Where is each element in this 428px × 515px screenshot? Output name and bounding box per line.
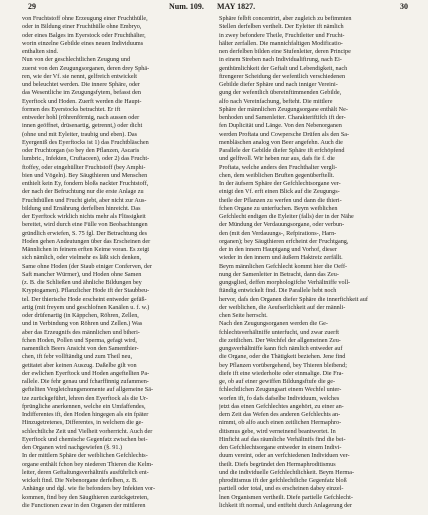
text-line: oder eines Balges im Eyerstock oder Fruchthälter, [22,31,146,39]
text-line: ftoffey, oder eingehüllter Fruchtstoff (bey Amphi- [22,163,146,171]
text-line: alfo nach Vereinfachung, befteht. Die mittlere [219,97,333,105]
text-line: den Organen wird nachgewiefen (§. 91.) [22,444,123,451]
text-line: Hinficht auf das räumliche Verhältnifs find die bei- [219,435,346,443]
text-line: der Mündung der Verdauungsorgane, oder verbun- [219,221,345,229]
text-line: gungsglied, deffen morphologifche Verhältniffe voll- [219,279,351,286]
text-line: ren, wie der Vf. sie nennt, gelfreich entwickelt [22,72,137,80]
text-line: Nun von der geschlechtlichen Zeugung und [22,56,131,64]
issue-date: MAY 1827. [217,2,256,11]
text-line: phroditismus ift der gefchlechtliche Gegenfatz bloß [219,477,347,484]
text-line: formen des Eyerstocks betrachtet. Er ift [22,105,121,113]
text-line: chen, ift febr vollftändig und zum Theil neu, [22,353,133,361]
text-line: bereitet, wird durch eine Fülle von Beobachtungen [22,221,148,229]
text-line: fchen Hoden, Pollen und Sperma, gefagt wird, [22,336,137,344]
text-line: rallele. Die fehr genau und fcharffinnig zufammen- [22,378,149,385]
text-line: worin einzelne Gebilde eines neuen Individuums [22,39,144,47]
text-line: den Gefchlechtsorgane entweder in einem Indivi- [219,444,342,451]
text-line: Anhänge und dgl. wie fie befonders bey Infekten vor- [22,485,156,493]
text-line: jetzt das einen Gefchlechtes angehört, zu einer an- [219,402,344,410]
text-line: und in Verbindung von Röhren und Zellen.) Was [22,320,143,328]
text-line: hervor, dafs den Organen diefer Sphäre die innerfichkeit auf [219,295,368,303]
text-line: duum vereint, oder an verfchiedenen Individuen ver- [219,452,350,460]
text-line: bey Pflanzen vorübergehend, bey Thieren bleibend; [219,361,347,369]
text-line: Nach den Zeugungsorganen werden die Ge- [219,320,328,328]
text-line: werden Proftata und Cowpersche Drüfen als den Sa- [219,130,350,138]
text-line: Indifferentes ift, den Hoden hingegen als ein fpäter [22,411,149,418]
issue-number: Num. 109. [169,2,204,11]
text-line: partiell oder total, und es erscheinen dabey einzel- [219,485,344,493]
text-line: Sphäre der männlichen Zeugungsorgane enthält Ne- [219,105,348,113]
text-line: (ohne und mit Eyleiter, traubig und eben). Das [22,130,138,138]
text-line: nen derfelben bilden eine Stufenleiter, deren Principe [219,48,351,55]
text-line: tze zurückgeführt, lehren den Eyerftock als die Ur- [22,394,148,402]
text-line: den (mit den Verdauungs-, Refpirations-, Harn- [219,229,337,237]
text-line: oder drüfenartig (in Käppchen, Röhren, Zellen, [22,312,139,319]
text-line: ftändig entwickelt find. Die Parallele hebt noch [219,287,337,295]
text-line: Saft mancher Würmer), und Hoden ohne Samen [22,270,142,278]
page-number-right: 30 [400,2,408,11]
text-line: gründlich erwiefen, S. 75 fgl. Der Betrachtung des [22,229,148,237]
text-line: und gelftvoll. Wir heben nur aus, dafs fie f. die [219,155,335,163]
text-line: der nach der Befruchtung nur die erste Anlage zu [22,188,144,196]
text-line: Beym männlichen Gefchlecht kommt hier die Oeff- [219,262,348,270]
text-line: fprüngliche anerkennen, welche ein Umfaffendes, [22,402,146,410]
text-line: chen Seite herrscht. [219,312,268,319]
text-line: ditismus gebe, wird verneinend beantwortet. In [219,427,336,435]
text-line: bildung und Ernährung derfelben hinreicht. Das [22,204,141,212]
text-line: fchlechtlichen Zeugungsart einem Wechfel unter- [219,386,342,394]
text-line: lichkeit ift normal, und entfteht durch Anlagerung der [219,501,352,509]
text-line: nimmt, ob alfo auch einen zeitlichen Hermaphro- [219,419,342,427]
text-line: diefe ift eine wiederholte oder einmalige. Die Fra- [219,369,344,377]
text-line: hälter zerfallen. Die mannichfaltigen Modificatio- [219,39,343,47]
text-line: in einem Streben nach Individualifirung, nach Ei- [219,56,342,64]
text-line: Eyergeniß des Eyerftocks ist 1) das Fruchtbläschen [22,138,149,146]
text-line: sich nämlich, oder vielmehr es läßt sich denken, [22,254,142,262]
text-line: enthalten sind. [22,48,59,55]
left-text-column [22,15,215,515]
text-line: organen); bey Säugthieren erfcheint der Fruchtgang, [219,237,349,245]
text-line: die zeitlichen. Der Wechfel der allgemeinen Zeu- [219,336,341,344]
text-line: und beleuchtet werden. Die innere Sphäre, oder [22,81,140,88]
text-line: bien und Vögeln). Bey Säugthieren und Menschen [22,171,148,179]
text-line: tel. Der thierische Hode erscheint entweder gefäß- [22,295,147,303]
text-line: oder in Bildung einer Fruchthülle ohne Embryo, [22,23,142,31]
text-line: innen geöffnet, drüsenartig, getrennt,) oder dicht [22,122,143,130]
text-line: der ewlichen Eyerftock und Hoden angeftellten Pa- [22,369,150,377]
text-line: der weiblichen, die Aeufserlichkeit auf der männli- [219,303,346,311]
right-text-column [219,15,409,515]
text-line: gefteliten Vergleichungsmomente auf allgemeine Sä- [22,386,154,394]
text-line: entweder hohl (röhrenförmig, nach aussen oder [22,114,140,121]
text-line: gungsverhältniffe kann fich nämlich entweder auf [219,345,343,352]
text-line: Sphäre felbft concentrirt, aber zugleich zu befimmten [219,15,352,22]
text-line: kommen, find bey den Säugthieren zurückgetreten, [22,493,149,501]
text-line: einigt den Vf. erft einen Blick auf die Zeugungs- [219,188,340,196]
text-line: Kryptogamen). Pflanzlicher Hode ift der Staubbeu- [22,287,150,295]
text-line: wickelt find. Die Nebenorgane derfelben, z. B. [22,477,138,484]
text-line: menbläschen analog von Beer angefehn. Auch die [219,138,343,146]
text-line: der in den innern Hauptgang und Vorhof, dieser [219,246,337,253]
text-line: gung der wefentlich übereinftimmenden Gebilde, [219,89,342,97]
text-line: oder Fruchtorgan (so bey den Pflanzen, Ascaris [22,147,140,154]
text-line: Fruchthüllen und Frucht giebt, aber nicht zur Aus- [22,196,147,204]
text-line: lnen Organismen vertheilt. Diefe partielle Gefchlecht- [219,493,353,501]
text-line: ge, ob auf einer gewiffen Bildungsftufe die ge- [219,378,336,385]
text-line: enthielt kein Ey, fondern bloßs nackter Fruchtstoff, [22,180,149,187]
text-line: Hinzugetretenes, Differentes, in welchem die ge- [22,419,144,427]
text-line: zuerst von den Zeugungsorganen, deren drey Sphä- [22,64,150,72]
text-line: theilt. Diefs begründet den Hermaphroditismus [219,460,336,468]
text-line: namentlich Beers Ansicht von den Samenthier- [22,345,139,352]
page-number-left: 29 [28,2,36,11]
text-line: chen, dem weiblichen Bruften gegenüberftellt. [219,171,335,179]
text-line: und die individuelle Gefchlechtlichkeit. Beym Herma- [219,468,355,476]
text-line: in zwey befondere Theile, Fruchtleiter und Frucht- [219,31,345,39]
text-line: Eyerftock und Hoden. Zuerft werden die Haupt- [22,97,142,105]
text-line: benhoden und Samenleiter. Charakteriftifch ift der- [219,114,346,121]
text-line: fen Duplicität und Länge. Von den Nebenorganen [219,122,342,130]
text-line: schlechtliche Zeit und Vielheit vorherricht. Auch der [22,427,153,435]
text-line: Stellen derfelben verthelt. Der Eyleiter ift nämlich [219,23,344,31]
text-line: die Functionen zwar in den Organen der mittleren [22,501,146,509]
text-line: die Organe, oder die Thätigkeit beziehen. Jene find [219,353,346,361]
text-line: fchen Organe zu unterfuchen. Beym weiblichen [219,204,338,212]
text-line: Same ohne Hoden (der Staub einiger Conferven, der [22,262,152,270]
text-line: ftrengerer Scheidung der wefentlich verschiedenen [219,72,346,80]
text-line: fchlechtsverhältniffe unterfucht, und zwar zuerft [219,328,339,336]
text-line: genthümlichkeit der Geftalt und Lebendigkeit, nach [219,64,348,72]
text-line: der Eyerftock wirklich nichts mehr als Flüssigkeit [22,213,146,220]
text-line: theile der Pflanzen zu werfen und dann die thieri- [219,196,342,204]
text-line: lumbric., Infekten, Cruftaceen), oder 2) das Frucht- [22,155,150,163]
text-line: In der mittlern Sphäre der weiblichen Gefchlechts- [22,452,148,460]
text-line: Proftata, welche anders den Fruchthalter vergli- [219,163,338,171]
text-line: wieder in den innern und äußern Haktreiz zerfällt. [219,254,343,262]
text-line: dern Zeit das Wefen des anderen Gefchlechts an- [219,411,341,418]
text-line: artig (mit freyem und geschlofnen Kanälen u. f. w.) [22,303,150,311]
text-line: aber das Erzeugnifs des männlichen und biheri- [22,328,140,336]
text-line: getitatet aber keinen Auszug. Daßelbe gilt von [22,361,137,369]
text-line: das Wesentliche im Zeugungsfytem, befasst den [22,89,141,97]
text-line: Eyerftock und chemische Gegenfatz zwischen bei- [22,435,148,443]
text-line: Gefchlecht endigen die Eyleiter (falls) der in der Nähe [219,213,354,220]
text-line: organe enthält fchon bey niederen Thieren die Kelm- [22,460,154,468]
text-line: Parallele der Gebilde diefer Sphäre ift erfchöpfend [219,147,345,154]
text-line: In der äufsern Sphäre der Gefchlechtsorgane ver- [219,180,341,187]
text-line: (z. B. die Schließen und ähnliche Bildungen bey [22,279,142,286]
text-line: leiter, deren Geftaltungsverhältnifs ausführlich ent- [22,468,149,476]
text-line: Hoden gehen Andeutungen über das Erscheinen der [22,237,151,245]
text-line: von Fruchtstoff ohne Erzeugung einer Fruchthülle, [22,15,148,22]
page-header [20,2,410,16]
text-line: worfen ift, fo dafs dafselbe Individuum, welches [219,394,340,402]
text-line: Männlichen in feinem erften Keime voran. Es zeigt [22,246,150,253]
text-line: Gebilde diefer Sphäre und nach inniger Vereini- [219,81,338,88]
text-line: nung der Samenleiter in Betracht, dann das Zeu- [219,270,339,278]
